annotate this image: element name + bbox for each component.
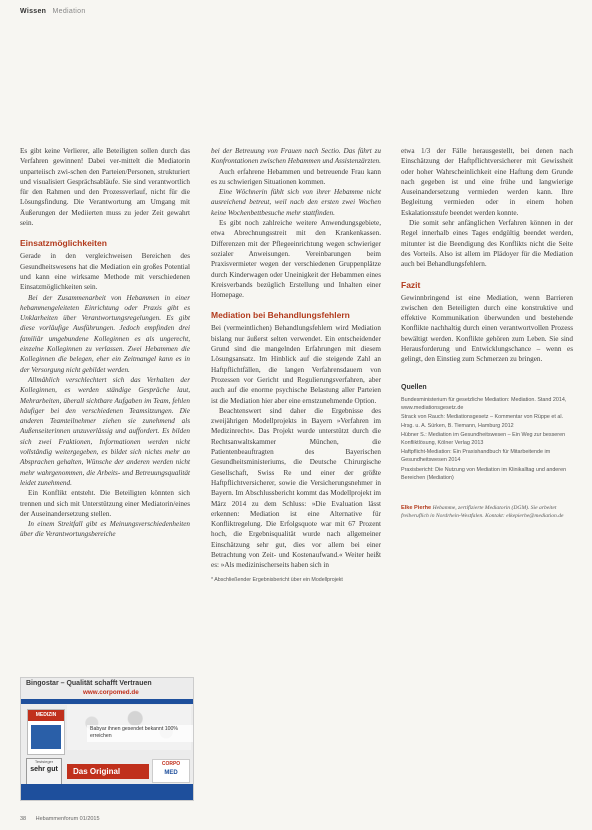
journal-name: Hebammenforum 01/2015 bbox=[35, 816, 100, 822]
brand-logo bbox=[152, 759, 190, 783]
column-2 bbox=[211, 146, 381, 584]
heading-behandlungsfehler: Mediation bei Behandlungsfehlern bbox=[211, 310, 350, 321]
paragraph-italic: Bei der Zusammenarbeit von Hebammen in einer hebammengeleiteten Einrichtung oder Praxis gibt es Unklarheiten über Verantwortungsregelungen. Es gibt diese vorläufige Ausführungen. Jedoch empfinden drei familiär umgebundene Kolleginnen es als ungerecht, einzelne Kolleginnen zu verlassen. Zwei Hebammen die Kolleginnen die belegen, eher ein Zeitmangel kann es in der Versorgung nicht gebildet werden. bbox=[20, 293, 190, 374]
brand-logo-top: CORPO bbox=[161, 761, 181, 767]
author-name: Elke Pierhe bbox=[401, 504, 432, 511]
paragraph: Gewinnbringend ist eine Mediation, wenn Barrieren zwischen den Beteiligten durch eine konstruktive und effektive Kommunikation überwunden und bestehende Konflikte nachhaltig durch einen verantwortvollen Prozess bewältigt werden. Konflikte gehören zum Leben. Sie sind Herausforderung und Entwicklungschance – wenn es gelingt, den Einstieg zum Schmerzen zu bringen. bbox=[401, 293, 573, 364]
reference-item: Praxisbericht: Die Nutzung von Mediation im Klinikalltag und anderen Bereichen (Mediation) bbox=[401, 466, 567, 481]
brand-logo-main: MED bbox=[164, 770, 178, 776]
reference-item: Bundesministerium für gesetzliche Mediation: Mediation. Stand 2014, www.mediationsgesetz.de bbox=[401, 396, 567, 412]
author-bio: Hebamme, zertifizierte Mediatorin (DGM). Sie arbeitet freiberuflich in Nordrhein-Westfalen. Kontakt: elkepierhe@mediation.de bbox=[401, 504, 564, 520]
reference-item: Hübner S.: Mediation im Gesundheitswesen – Ein Weg zur besseren Konfliktlösung, Kölner Verlag 2013 bbox=[401, 431, 566, 446]
ad-headline: Bingostar – Qualität schafft Vertrauen bbox=[26, 680, 152, 687]
paragraph: Beachtenswert sind daher die Ergebnisse des zweijährigen Modellprojekts in Bayern »Verfahren im Medizinrecht«. Das Projekt wurde unterstützt durch die Rechtsanwaltskammer München, die Patientenbeauftragten des Bayerischen Gesundheitsministeriums, die Deutsche Chirurgische Gesellschaft, Swiss Re und einer der größte Haftpflichtversicherer, sowie die Versicherungsnehmer in Bayern. Im Abschlussbericht kommt das Modellprojekt im März 2014 zu dem Schluss: »Die Evaluation lässt erkennen: Mediation ist eine Alternative für Konfliktregelung. Die Erfolgsquote war mit 67 Prozent hoch, die Ergebnisqualität wurde nach allgemeiner Einschätzung sehr gut, dies vor allem bei einer Betrachtung von Zeit- und Kostenaufwand.« Weiter heißt es: »Als medizinischerseits haben sich in bbox=[211, 406, 381, 570]
references-title: Quellen bbox=[401, 383, 427, 391]
test-seal-rating: sehr gut bbox=[30, 766, 58, 773]
page-number: 38 bbox=[20, 816, 27, 822]
paragraph: Auch erfahrene Hebammen und betreuende Frau kann es zu schwierigen Situationen kommen. bbox=[211, 167, 381, 186]
column-3 bbox=[401, 146, 573, 521]
paragraph-italic: bei der Betreuung von Frauen nach Sectio. Das führt zu Konfrontationen zwischen Hebammen und Assistenzärzten. bbox=[211, 147, 381, 166]
product-box-label: MEDIZIN bbox=[28, 710, 64, 721]
product-box-body bbox=[31, 725, 61, 749]
paragraph: Die somit sehr anfänglichen Verfahren können in der Regel innerhalb eines Tages endgültig beendet werden, mitunter ist die Beendigung des Konflikts nicht die Seite des Vorteils. Also ist allem im Plädoyer für die Mediation auch bei Behandlungsfehlern. bbox=[401, 219, 573, 269]
test-seal bbox=[26, 758, 62, 786]
reference-item: Haftpflicht-Mediation: Ein Praxishandbuch für Mitarbeitende im Gesundheitswesen 2014 bbox=[401, 449, 551, 464]
paragraph: Bei (vermeintlichen) Behandlungsfehlern wird Mediation bislang nur äußerst selten verwendet. Ein entscheidender Grund sind die mangelnden Erfahrungen mit diesem Lösungsansatz. Im Hinblick auf die steigende Zahl an Haftpflichtfällen, die langen Verfahrensdauern von Prozessen vor Gericht und Regulierungsverfahren, aber auch auf die enorme psychische Belastung aller Parteien ist die Mediation hier aber eine ernstzunehmende Option. bbox=[211, 324, 381, 405]
paragraph: Es gibt keine Verlierer, alle Beteiligten sollen durch das Verfahren gewinnen! Dabei ver-mittelt die Mediatorin unparteiisch zwi-schen den Parteien/Personen, strukturiert und visualisiert Gesprächsabläufe. Sie sind verantwortlich für den Rahmen und den Prozessverlauf, nicht für die Lösungsfindung. Die Verantwortung am Umgang mit Äußerungen der Mediierten muss zu jeder Zeit gewahrt sein. bbox=[20, 147, 190, 228]
ad-url-link[interactable]: www.corpomed.de bbox=[83, 689, 139, 696]
ad-footer-bar bbox=[21, 784, 193, 800]
page-footer bbox=[20, 816, 100, 822]
heading-fazit: Fazit bbox=[401, 279, 421, 290]
paragraph-italic: Eine Wöchnerin fühlt sich von ihrer Hebamme nicht ausreichend betreut, weil nach den ersten zwei Wochen keine Wochenbettbesuche mehr stattfinden. bbox=[211, 188, 381, 217]
advertisement[interactable] bbox=[20, 677, 194, 801]
paragraph-italic: Allmählich verschlechtert sich das Verhalten der Kolleginnen, es werden ständige Gespräche laut, Mehrarbeiten, überall sichtbare Aufgaben im Team, fehlen häufiger bei den verschiedenen Teamsitzungen. Die anderen Teamteilnehmer ziehen sie zunehmend als Außenseiterinnen unzuverlässig und auffordert. Es bilden sich zwei Fraktionen, Informationen werden nicht vollständig weitergegeben, es bildet sich nichts mehr an Absprachen gehalten, Wünsche der anderen werden nicht mehr wahrgenommen, die Arbeits- und Betreuungsqualität leidet zunehmend. bbox=[20, 375, 190, 487]
ad-header bbox=[21, 678, 193, 698]
paragraph-italic: In einem Streitfall gibt es Meinungsverschiedenheiten über die Verantwortungsbereiche bbox=[20, 520, 190, 539]
heading-einsatzmoeglichkeiten: Einsatzmöglichkeiten bbox=[20, 238, 107, 249]
paragraph: Es gibt noch zahlreiche weitere Anwendungsgebiete, etwa Abrechnungsstreit mit den Krankenkassen. Differenzen mit der Pflegeeinrichtung wegen schwieriger sozialer Anweisungen. Vereinbarungen beim Praxisvermieter wegen der verschiedenen Gruppenplätze durch Kinderwagen oder Uneinigkeit der Hebammen eines Kreisverbands bezüglich Erstellung und Inhalten einer Homepage. bbox=[211, 219, 381, 300]
ad-bar bbox=[21, 699, 193, 704]
section-title: Wissen bbox=[20, 8, 47, 15]
reference-item: Strack von Rauch: Mediationsgesetz – Kommentar von Rüppe et al. Hrsg. u. A. Sürken, B. Tiemann, Hamburg 2012 bbox=[401, 414, 564, 429]
test-seal-label: Testsieger bbox=[34, 759, 54, 764]
paragraph: Ein Konflikt entsteht. Die Beteiligten könnten sich trennen und sich mit Unterstützung einer Mediatorin/eines der Auseinandersetzung stellen. bbox=[20, 489, 190, 518]
footnote: * Abschließender Ergebnisbericht über ein Modellprojekt bbox=[211, 576, 343, 583]
references-list bbox=[401, 396, 573, 482]
paragraph: etwa 1/3 der Fälle herausgestellt, bei denen nach Einschätzung der Haftpflichtversicherer mit Gewissheit oder hoher Wahrscheinlichkeit eine Haftung dem Grunde nach gegeben ist und eine frühe und langwierige Auseinandersetzung vermieden werden kann. Ihre Begleitung vermieden oder in einem hohen Eskalationsstufe beendet werden konnte. bbox=[401, 147, 573, 217]
section-subtitle: Mediation bbox=[52, 8, 86, 15]
paragraph: Gerade in den vergleichweisen Bereichen des Gesundheitswesens hat die Mediation ein großes Potential und kann eine wirksame Methode mit verschiedenen Einsatzmöglichkeiten sein. bbox=[20, 252, 190, 292]
ad-original-banner: Das Original bbox=[67, 764, 149, 779]
author-box bbox=[401, 504, 573, 521]
column-1 bbox=[20, 146, 190, 540]
product-box-image bbox=[27, 709, 65, 755]
ad-promo-text: Babyar ihnen gesendet bekannt 100% erreichen bbox=[87, 725, 193, 742]
section-header bbox=[20, 8, 86, 15]
